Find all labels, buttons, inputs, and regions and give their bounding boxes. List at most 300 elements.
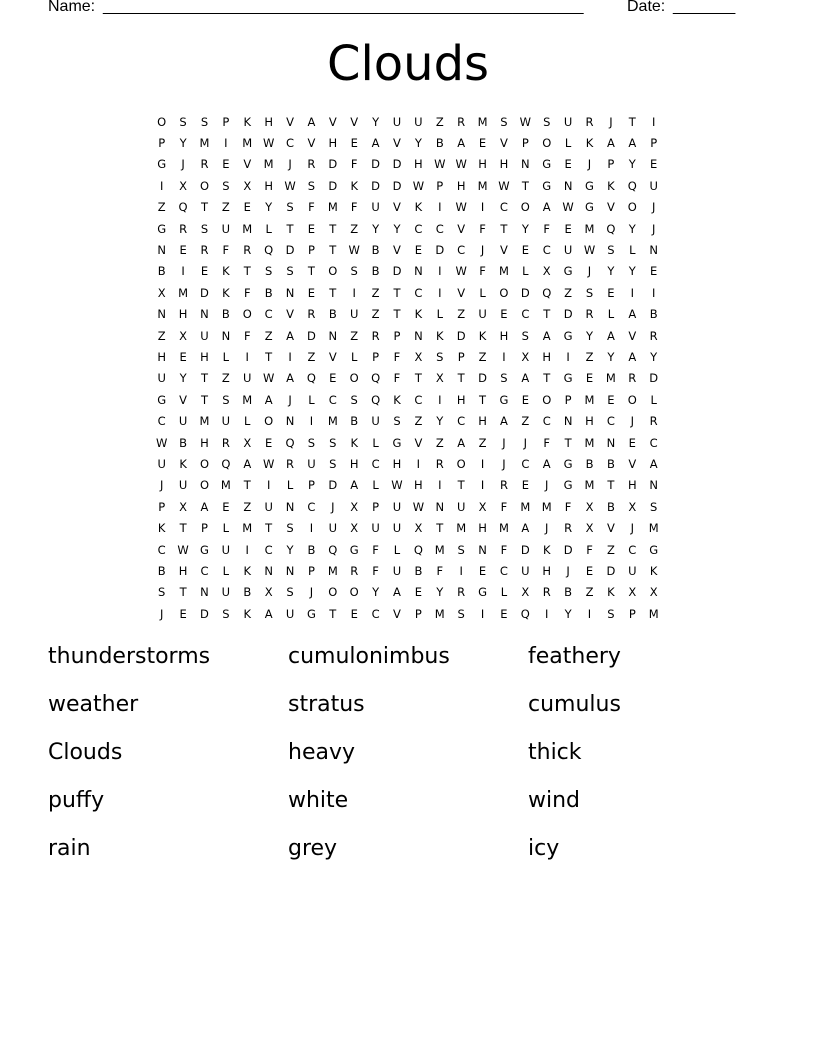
grid-letter: H bbox=[542, 563, 552, 578]
grid-letter: C bbox=[457, 243, 466, 258]
grid-letter: M bbox=[477, 178, 488, 193]
word-bank-item: icy bbox=[528, 836, 560, 861]
grid-letter: O bbox=[199, 478, 209, 493]
grid-letter: I bbox=[480, 200, 485, 215]
grid-letter: O bbox=[157, 114, 167, 129]
grid-letter: B bbox=[606, 456, 615, 471]
grid-letter: A bbox=[243, 456, 252, 471]
grid-letter: Q bbox=[178, 200, 188, 215]
grid-letter: J bbox=[309, 585, 314, 600]
grid-letter: A bbox=[606, 136, 615, 151]
grid-letter: S bbox=[393, 414, 401, 429]
grid-letter: E bbox=[179, 349, 187, 364]
grid-letter: T bbox=[329, 285, 337, 300]
grid-letter: B bbox=[564, 585, 573, 600]
grid-letter: S bbox=[200, 221, 209, 236]
grid-letter: E bbox=[500, 606, 508, 621]
grid-letter: P bbox=[307, 243, 315, 258]
grid-letter: K bbox=[393, 392, 401, 407]
grid-letter: E bbox=[265, 435, 273, 450]
grid-letter: W bbox=[262, 136, 275, 151]
grid-letter: C bbox=[200, 563, 209, 578]
grid-letter: F bbox=[393, 371, 401, 386]
grid-letter: D bbox=[520, 285, 530, 300]
grid-letter: V bbox=[606, 200, 615, 215]
grid-letter: K bbox=[649, 563, 658, 578]
grid-letter: K bbox=[436, 328, 444, 343]
grid-letter: H bbox=[627, 478, 637, 493]
grid-letter: T bbox=[200, 200, 208, 215]
grid-letter: Q bbox=[264, 243, 274, 258]
grid-letter: D bbox=[200, 606, 209, 621]
grid-letter: X bbox=[542, 264, 551, 279]
grid-letter: Z bbox=[307, 349, 316, 364]
grid-letter: L bbox=[500, 585, 508, 600]
grid-letter: P bbox=[372, 499, 380, 514]
grid-letter: I bbox=[266, 478, 271, 493]
grid-letter: L bbox=[351, 349, 358, 364]
grid-letter: W bbox=[391, 478, 403, 493]
grid-letter: E bbox=[414, 243, 423, 258]
grid-letter: A bbox=[542, 200, 551, 215]
grid-letter: U bbox=[649, 178, 658, 193]
grid-letter: F bbox=[479, 264, 486, 279]
grid-letter: T bbox=[457, 371, 465, 386]
grid-letter: R bbox=[457, 585, 466, 600]
grid-row bbox=[151, 175, 664, 196]
grid-letter: A bbox=[350, 478, 359, 493]
grid-letter: O bbox=[520, 200, 530, 215]
grid-letter: C bbox=[157, 414, 166, 429]
grid-letter: F bbox=[393, 349, 401, 364]
grid-letter: G bbox=[157, 392, 167, 407]
grid-letter: Q bbox=[606, 221, 616, 236]
grid-letter: J bbox=[651, 200, 656, 215]
word-bank-item: heavy bbox=[288, 740, 355, 765]
grid-letter: J bbox=[502, 435, 506, 450]
grid-letter: E bbox=[478, 563, 487, 578]
grid-letter: Y bbox=[607, 349, 615, 364]
grid-letter: T bbox=[607, 478, 615, 493]
grid-letter: G bbox=[157, 157, 167, 172]
grid-letter: D bbox=[563, 307, 573, 322]
grid-letter: N bbox=[435, 499, 445, 514]
grid-letter: H bbox=[542, 349, 552, 364]
header-line bbox=[48, 0, 748, 20]
grid-letter: Q bbox=[413, 542, 423, 557]
grid-letter: A bbox=[393, 585, 401, 600]
grid-letter: S bbox=[500, 371, 508, 386]
grid-letter: P bbox=[222, 114, 230, 129]
grid-letter: Z bbox=[350, 328, 359, 343]
grid-row bbox=[151, 239, 664, 260]
grid-letter: R bbox=[585, 114, 594, 129]
word-bank-item: weather bbox=[48, 692, 139, 717]
grid-letter: O bbox=[328, 264, 338, 279]
grid-letter: X bbox=[414, 349, 423, 364]
grid-letter: S bbox=[329, 456, 337, 471]
grid-letter: I bbox=[587, 606, 592, 621]
grid-letter: O bbox=[542, 392, 552, 407]
grid-letter: V bbox=[243, 157, 252, 172]
grid-letter: E bbox=[650, 264, 658, 279]
grid-letter: V bbox=[328, 349, 337, 364]
grid-letter: E bbox=[179, 606, 187, 621]
grid-letter: L bbox=[222, 521, 230, 536]
grid-letter: L bbox=[222, 563, 230, 578]
grid-letter: X bbox=[179, 328, 188, 343]
grid-letter: B bbox=[585, 456, 594, 471]
grid-letter: U bbox=[392, 499, 402, 514]
grid-letter: H bbox=[478, 414, 487, 429]
grid-letter: D bbox=[328, 178, 338, 193]
grid-letter: F bbox=[543, 435, 551, 450]
grid-letter: J bbox=[331, 499, 335, 514]
grid-letter: N bbox=[328, 328, 338, 343]
grid-letter: H bbox=[349, 456, 359, 471]
grid-letter: O bbox=[456, 456, 466, 471]
grid-letter: X bbox=[350, 521, 359, 536]
grid-letter: I bbox=[224, 136, 228, 151]
grid-letter: Y bbox=[628, 157, 636, 172]
grid-letter: M bbox=[498, 521, 509, 536]
grid-letter: Y bbox=[179, 136, 187, 151]
grid-letter: E bbox=[329, 371, 337, 386]
grid-letter: M bbox=[648, 606, 659, 621]
grid-letter: S bbox=[286, 264, 294, 279]
grid-letter: I bbox=[159, 178, 164, 193]
grid-letter: Z bbox=[157, 200, 166, 215]
grid-letter: Q bbox=[328, 542, 338, 557]
grid-letter: Y bbox=[436, 585, 444, 600]
grid-letter: C bbox=[649, 435, 658, 450]
grid-row bbox=[151, 453, 664, 474]
grid-letter: B bbox=[350, 414, 359, 429]
grid-letter: M bbox=[220, 478, 231, 493]
grid-letter: X bbox=[243, 435, 252, 450]
grid-letter: Y bbox=[372, 114, 380, 129]
grid-letter: N bbox=[606, 435, 616, 450]
grid-letter: B bbox=[414, 563, 423, 578]
grid-letter: W bbox=[412, 499, 425, 514]
grid-letter: Q bbox=[285, 435, 295, 450]
grid-letter: L bbox=[629, 243, 636, 258]
grid-letter: Y bbox=[585, 328, 594, 343]
grid-letter: E bbox=[607, 285, 615, 300]
grid-letter: X bbox=[585, 499, 594, 514]
grid-letter: P bbox=[628, 606, 636, 621]
grid-letter: R bbox=[307, 307, 316, 322]
grid-letter: F bbox=[243, 328, 251, 343]
grid-letter: R bbox=[649, 414, 658, 429]
grid-letter: X bbox=[628, 499, 637, 514]
grid-letter: E bbox=[564, 221, 572, 236]
grid-letter: F bbox=[500, 499, 508, 514]
grid-letter: B bbox=[371, 264, 380, 279]
grid-letter: I bbox=[309, 521, 314, 536]
grid-letter: W bbox=[498, 178, 510, 193]
grid-letter: P bbox=[564, 392, 572, 407]
grid-letter: Y bbox=[521, 221, 529, 236]
grid-letter: H bbox=[499, 157, 509, 172]
grid-letter: L bbox=[479, 285, 486, 300]
grid-letter: V bbox=[457, 285, 466, 300]
date-blank-line[interactable]: _______ bbox=[673, 0, 736, 15]
word-bank bbox=[48, 641, 768, 881]
word-bank-item: stratus bbox=[288, 692, 365, 717]
grid-letter: E bbox=[607, 392, 615, 407]
grid-letter: H bbox=[328, 136, 338, 151]
grid-row bbox=[151, 410, 664, 431]
grid-letter: D bbox=[371, 157, 381, 172]
grid-letter: K bbox=[414, 200, 423, 215]
grid-letter: V bbox=[457, 221, 466, 236]
grid-letter: M bbox=[242, 521, 253, 536]
grid-letter: Q bbox=[371, 392, 381, 407]
grid-letter: W bbox=[177, 542, 189, 557]
grid-letter: S bbox=[200, 114, 209, 129]
grid-letter: N bbox=[157, 307, 166, 322]
grid-letter: M bbox=[584, 435, 595, 450]
grid-letter: R bbox=[350, 563, 359, 578]
grid-letter: R bbox=[499, 478, 508, 493]
grid-letter: X bbox=[243, 178, 252, 193]
grid-letter: Q bbox=[221, 456, 231, 471]
grid-letter: R bbox=[243, 243, 252, 258]
grid-letter: M bbox=[605, 371, 616, 386]
grid-letter: S bbox=[264, 264, 273, 279]
grid-letter: G bbox=[478, 585, 488, 600]
grid-letter: I bbox=[630, 285, 634, 300]
grid-letter: A bbox=[542, 456, 551, 471]
grid-letter: R bbox=[585, 307, 594, 322]
grid-letter: L bbox=[393, 542, 401, 557]
grid-letter: T bbox=[329, 243, 337, 258]
grid-letter: E bbox=[307, 285, 316, 300]
grid-letter: A bbox=[500, 414, 508, 429]
grid-letter: K bbox=[222, 285, 230, 300]
grid-letter: T bbox=[200, 392, 208, 407]
grid-letter: O bbox=[349, 585, 359, 600]
grid-letter: H bbox=[499, 328, 509, 343]
grid-letter: V bbox=[307, 136, 316, 151]
grid-letter: R bbox=[307, 157, 316, 172]
grid-letter: M bbox=[199, 414, 210, 429]
grid-letter: G bbox=[563, 478, 573, 493]
grid-letter: U bbox=[456, 499, 466, 514]
grid-letter: K bbox=[243, 563, 252, 578]
grid-letter: X bbox=[435, 371, 444, 386]
grid-letter: L bbox=[308, 392, 315, 407]
grid-letter: E bbox=[564, 157, 572, 172]
grid-letter: H bbox=[585, 414, 594, 429]
grid-letter: W bbox=[262, 371, 275, 386]
grid-letter: M bbox=[327, 200, 338, 215]
grid-letter: C bbox=[499, 563, 508, 578]
grid-row bbox=[151, 218, 664, 239]
grid-letter: R bbox=[179, 221, 188, 236]
grid-letter: U bbox=[371, 521, 380, 536]
grid-letter: S bbox=[457, 542, 465, 557]
grid-letter: M bbox=[199, 136, 210, 151]
grid-letter: U bbox=[521, 563, 530, 578]
grid-letter: E bbox=[521, 478, 529, 493]
grid-letter: S bbox=[607, 606, 615, 621]
grid-row bbox=[151, 603, 664, 624]
grid-letter: E bbox=[222, 499, 230, 514]
grid-letter: G bbox=[649, 542, 659, 557]
grid-letter: N bbox=[649, 478, 658, 493]
grid-letter: T bbox=[329, 606, 337, 621]
grid-letter: T bbox=[393, 285, 401, 300]
grid-letter: U bbox=[392, 563, 402, 578]
grid-letter: M bbox=[498, 264, 509, 279]
grid-letter: M bbox=[327, 563, 338, 578]
grid-letter: J bbox=[545, 521, 549, 536]
grid-row bbox=[151, 368, 664, 389]
grid-letter: U bbox=[221, 221, 231, 236]
grid-letter: I bbox=[309, 414, 314, 429]
grid-letter: N bbox=[414, 264, 423, 279]
grid-letter: Q bbox=[542, 285, 552, 300]
grid-letter: W bbox=[455, 200, 467, 215]
grid-letter: H bbox=[478, 157, 487, 172]
grid-letter: E bbox=[521, 243, 529, 258]
grid-letter: U bbox=[285, 606, 295, 621]
grid-letter: P bbox=[372, 349, 380, 364]
grid-letter: R bbox=[457, 114, 466, 129]
grid-letter: U bbox=[328, 521, 338, 536]
grid-letter: M bbox=[434, 606, 445, 621]
grid-letter: H bbox=[264, 114, 273, 129]
grid-letter: V bbox=[286, 307, 294, 322]
grid-letter: Z bbox=[435, 114, 444, 129]
grid-letter: V bbox=[393, 606, 401, 621]
grid-row bbox=[151, 389, 664, 410]
grid-letter: Z bbox=[350, 221, 359, 236]
grid-letter: P bbox=[393, 328, 401, 343]
grid-letter: Z bbox=[243, 499, 252, 514]
grid-letter: K bbox=[542, 542, 551, 557]
grid-letter: X bbox=[521, 585, 530, 600]
grid-letter: G bbox=[392, 435, 402, 450]
grid-letter: D bbox=[456, 328, 466, 343]
grid-letter: U bbox=[350, 307, 359, 322]
grid-letter: V bbox=[414, 435, 423, 450]
grid-letter: U bbox=[221, 542, 231, 557]
grid-letter: S bbox=[436, 349, 444, 364]
grid-letter: B bbox=[157, 264, 166, 279]
grid-row bbox=[151, 325, 664, 346]
grid-letter: S bbox=[521, 328, 529, 343]
grid-letter: G bbox=[542, 178, 552, 193]
name-label: Name: bbox=[48, 0, 96, 15]
grid-letter: E bbox=[585, 371, 594, 386]
grid-letter: Z bbox=[478, 435, 487, 450]
grid-row bbox=[151, 111, 664, 132]
grid-letter: S bbox=[179, 114, 187, 129]
grid-letter: P bbox=[607, 157, 615, 172]
grid-letter: B bbox=[243, 585, 252, 600]
grid-letter: U bbox=[200, 328, 209, 343]
grid-letter: V bbox=[606, 521, 615, 536]
grid-letter: F bbox=[243, 285, 251, 300]
grid-row bbox=[151, 197, 664, 218]
grid-letter: Z bbox=[564, 285, 573, 300]
grid-letter: Z bbox=[606, 542, 615, 557]
grid-letter: C bbox=[628, 542, 637, 557]
grid-letter: W bbox=[455, 157, 467, 172]
grid-letter: E bbox=[585, 563, 594, 578]
grid-letter: N bbox=[285, 285, 295, 300]
grid-letter: W bbox=[562, 200, 574, 215]
grid-letter: A bbox=[286, 328, 294, 343]
grid-letter: G bbox=[563, 456, 573, 471]
grid-letter: P bbox=[307, 563, 315, 578]
grid-letter: U bbox=[264, 499, 273, 514]
grid-letter: B bbox=[649, 307, 658, 322]
grid-letter: S bbox=[329, 435, 337, 450]
grid-letter: M bbox=[242, 392, 253, 407]
grid-letter: D bbox=[285, 243, 295, 258]
grid-letter: J bbox=[181, 157, 185, 172]
grid-row bbox=[151, 261, 664, 282]
grid-letter: J bbox=[566, 563, 570, 578]
letter-grid bbox=[151, 111, 664, 624]
grid-letter: P bbox=[457, 349, 465, 364]
grid-row bbox=[151, 432, 664, 453]
grid-letter: E bbox=[307, 221, 316, 236]
name-blank-line[interactable]: ______________________________________________________ bbox=[103, 0, 584, 15]
grid-letter: I bbox=[438, 285, 442, 300]
grid-letter: Z bbox=[221, 371, 230, 386]
grid-letter: M bbox=[263, 157, 274, 172]
grid-letter: K bbox=[222, 264, 230, 279]
grid-letter: R bbox=[564, 521, 573, 536]
grid-row bbox=[151, 154, 664, 175]
grid-letter: J bbox=[288, 157, 292, 172]
grid-row bbox=[151, 304, 664, 325]
grid-letter: U bbox=[392, 521, 402, 536]
grid-letter: C bbox=[499, 200, 508, 215]
grid-letter: J bbox=[651, 221, 656, 236]
grid-letter: A bbox=[628, 307, 637, 322]
grid-letter: D bbox=[606, 563, 616, 578]
grid-letter: J bbox=[288, 392, 292, 407]
grid-letter: Y bbox=[286, 542, 294, 557]
grid-letter: K bbox=[350, 435, 358, 450]
grid-letter: C bbox=[286, 136, 295, 151]
grid-letter: G bbox=[542, 157, 552, 172]
grid-letter: G bbox=[563, 328, 573, 343]
grid-letter: E bbox=[628, 435, 636, 450]
grid-letter: Z bbox=[414, 414, 423, 429]
grid-letter: X bbox=[478, 499, 487, 514]
grid-letter: I bbox=[480, 606, 485, 621]
grid-letter: O bbox=[349, 371, 359, 386]
grid-letter: M bbox=[520, 499, 531, 514]
grid-letter: Y bbox=[650, 349, 658, 364]
grid-letter: D bbox=[435, 243, 445, 258]
grid-letter: C bbox=[435, 221, 444, 236]
grid-row bbox=[151, 346, 664, 367]
grid-letter: M bbox=[434, 542, 445, 557]
grid-letter: O bbox=[499, 285, 509, 300]
grid-letter: D bbox=[328, 478, 338, 493]
grid-letter: T bbox=[307, 264, 315, 279]
grid-letter: M bbox=[178, 285, 189, 300]
grid-letter: C bbox=[264, 307, 273, 322]
